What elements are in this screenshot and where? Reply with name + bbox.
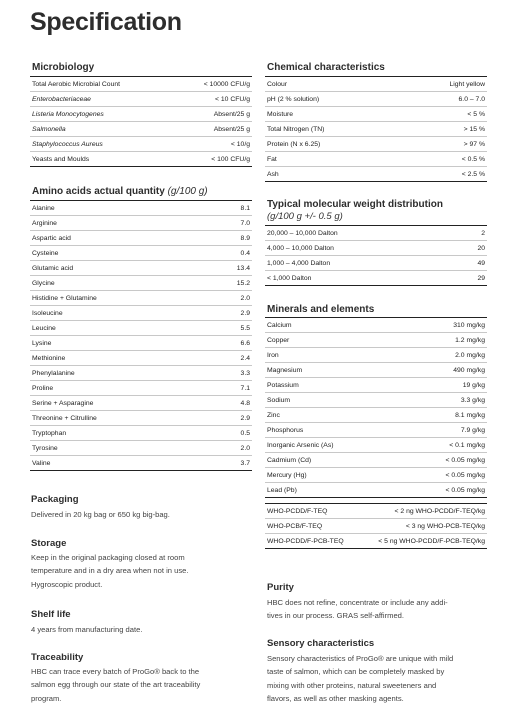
sensory-line: mixing with other proteins, natural sweeteners and bbox=[267, 680, 437, 690]
row-value: 2.9 bbox=[208, 306, 252, 321]
table-row bbox=[30, 396, 252, 411]
row-name: Iron bbox=[265, 348, 402, 363]
table-row bbox=[265, 92, 487, 107]
row-name: Ash bbox=[267, 170, 279, 178]
table-row bbox=[30, 137, 252, 152]
sensory-line: flavors, as well as other masking agents. bbox=[267, 694, 404, 704]
purity-line: tives in our process. GRAS self-affirmed. bbox=[267, 611, 405, 621]
chemical-table bbox=[265, 76, 487, 182]
row-name: Fat bbox=[265, 152, 400, 167]
row-value: 0.4 bbox=[208, 246, 252, 261]
table-row bbox=[265, 363, 487, 378]
table-row bbox=[265, 271, 487, 286]
row-name: pH (2 % solution) bbox=[265, 92, 400, 107]
row-value: 7.1 bbox=[208, 381, 252, 396]
traceability-text bbox=[31, 665, 200, 705]
row-name: 4,000 – 10,000 Dalton bbox=[265, 241, 457, 256]
row-name: Listeria Monocytogenes bbox=[30, 107, 174, 122]
row-value: < 0.05 mg/kg bbox=[402, 468, 487, 483]
row-name: Phosphorus bbox=[265, 423, 402, 438]
row-value: 3.3 bbox=[208, 366, 252, 381]
row-value: Absent/25 g bbox=[174, 107, 252, 122]
row-name: Isoleucine bbox=[30, 306, 208, 321]
row-name: Staphylococcus Aureus bbox=[30, 137, 174, 152]
minerals-heading: Minerals and elements bbox=[267, 304, 375, 315]
row-value: 310 mg/kg bbox=[402, 318, 487, 333]
table-row bbox=[30, 152, 252, 167]
row-value: 15.2 bbox=[208, 276, 252, 291]
table-row bbox=[265, 408, 487, 423]
table-row bbox=[265, 468, 487, 483]
amino-title: Amino acids actual quantity bbox=[32, 186, 168, 197]
table-row bbox=[265, 378, 487, 393]
storage-heading: Storage bbox=[31, 538, 67, 549]
table-row bbox=[30, 426, 252, 441]
traceability-line: program. bbox=[31, 693, 62, 703]
molecular-heading: Typical molecular weight distribution bbox=[267, 199, 443, 210]
row-name: Enterobacteriaceae bbox=[30, 92, 174, 107]
molecular-unit: (g/100 g +/- 0.5 g) bbox=[267, 211, 343, 222]
row-name: Valine bbox=[32, 459, 51, 467]
row-name: Alanine bbox=[30, 201, 208, 216]
row-value: 8.1 bbox=[208, 201, 252, 216]
row-value: 20 bbox=[457, 241, 487, 256]
table-row bbox=[265, 77, 487, 92]
purity-line: HBC does not refine, concentrate or include any addi- bbox=[267, 598, 448, 607]
row-value: 2.0 bbox=[208, 291, 252, 306]
amino-table bbox=[30, 200, 252, 471]
row-value: < 0.05 mg/kg bbox=[445, 486, 485, 494]
row-value: 490 mg/kg bbox=[402, 363, 487, 378]
sensory-line: taste of salmon, which can be completely masked by bbox=[267, 667, 445, 677]
row-value: 49 bbox=[457, 256, 487, 271]
row-value: < 5 ng WHO-PCDD/F-PCB-TEQ/kg bbox=[378, 537, 485, 545]
row-name: Calcium bbox=[265, 318, 402, 333]
row-name: Histidine + Glutamine bbox=[30, 291, 208, 306]
row-value: 2.4 bbox=[208, 351, 252, 366]
row-value: 7.9 g/kg bbox=[402, 423, 487, 438]
traceability-line: HBC can trace every batch of ProGo® back to the bbox=[31, 667, 200, 676]
row-value: 29 bbox=[477, 274, 485, 282]
table-row bbox=[30, 216, 252, 231]
row-value: 8.9 bbox=[208, 231, 252, 246]
who-table bbox=[265, 503, 487, 549]
purity-heading: Purity bbox=[267, 582, 294, 593]
table-row bbox=[265, 453, 487, 468]
row-value: 5.5 bbox=[208, 321, 252, 336]
row-name: Moisture bbox=[265, 107, 400, 122]
row-name: Sodium bbox=[265, 393, 402, 408]
table-row bbox=[30, 411, 252, 426]
row-name: Yeasts and Moulds bbox=[32, 155, 90, 163]
table-row bbox=[265, 318, 487, 333]
table-row bbox=[30, 261, 252, 276]
table-row bbox=[265, 483, 487, 498]
row-name: Lead (Pb) bbox=[267, 486, 297, 494]
microbiology-table bbox=[30, 76, 252, 167]
row-value: 2.9 bbox=[208, 411, 252, 426]
table-row bbox=[265, 534, 487, 549]
row-value: 13.4 bbox=[208, 261, 252, 276]
table-row bbox=[30, 381, 252, 396]
amino-heading bbox=[32, 186, 208, 197]
row-name: Zinc bbox=[265, 408, 402, 423]
row-name: Cysteine bbox=[30, 246, 208, 261]
table-row bbox=[265, 226, 487, 241]
row-value: 4.8 bbox=[208, 396, 252, 411]
row-name: Lysine bbox=[30, 336, 208, 351]
storage-line: Keep in the original packaging closed at room bbox=[31, 553, 185, 562]
row-value: 0.5 bbox=[208, 426, 252, 441]
row-value: < 0.5 % bbox=[400, 152, 487, 167]
table-row bbox=[265, 333, 487, 348]
storage-line: Hygroscopic product. bbox=[31, 579, 103, 589]
sensory-heading: Sensory characteristics bbox=[267, 638, 375, 649]
row-name: Proline bbox=[30, 381, 208, 396]
table-row bbox=[30, 92, 252, 107]
row-value: > 97 % bbox=[400, 137, 487, 152]
row-name: 1,000 – 4,000 Dalton bbox=[265, 256, 457, 271]
table-row bbox=[265, 152, 487, 167]
traceability-line: salmon egg through our state of the art traceability bbox=[31, 680, 201, 690]
table-row bbox=[30, 441, 252, 456]
row-value: 1.2 mg/kg bbox=[402, 333, 487, 348]
row-value: < 10000 CFU/g bbox=[174, 77, 252, 92]
row-name: Copper bbox=[265, 333, 402, 348]
row-name: WHO-PCB/F-TEQ bbox=[265, 519, 359, 534]
row-value: 2 bbox=[457, 226, 487, 241]
table-row bbox=[265, 393, 487, 408]
row-name: Threonine + Citrulline bbox=[30, 411, 208, 426]
row-value: 19 g/kg bbox=[402, 378, 487, 393]
row-name: Protein (N x 6.25) bbox=[265, 137, 400, 152]
table-row bbox=[30, 366, 252, 381]
table-row bbox=[30, 77, 252, 92]
row-name: 20,000 – 10,000 Dalton bbox=[265, 226, 457, 241]
table-row bbox=[30, 122, 252, 137]
row-value: < 2.5 % bbox=[461, 170, 485, 178]
chemical-heading: Chemical characteristics bbox=[267, 62, 385, 73]
packaging-text: Delivered in 20 kg bag or 650 kg big-bag. bbox=[31, 510, 170, 519]
table-row bbox=[30, 231, 252, 246]
table-row bbox=[30, 201, 252, 216]
row-name: Total Aerobic Microbial Count bbox=[30, 77, 174, 92]
row-value: < 10 CFU/g bbox=[174, 92, 252, 107]
row-value: > 15 % bbox=[400, 122, 487, 137]
table-row bbox=[30, 351, 252, 366]
table-row bbox=[30, 306, 252, 321]
row-name: Tryptophan bbox=[30, 426, 208, 441]
row-value: < 100 CFU/g bbox=[211, 155, 250, 163]
row-value: < 3 ng WHO-PCB-TEQ/kg bbox=[359, 519, 487, 534]
table-row bbox=[30, 336, 252, 351]
row-name: Tyrosine bbox=[30, 441, 208, 456]
microbiology-heading: Microbiology bbox=[32, 62, 95, 73]
row-name: Mercury (Hg) bbox=[265, 468, 402, 483]
row-value: 8.1 mg/kg bbox=[402, 408, 487, 423]
table-row bbox=[30, 276, 252, 291]
row-name: Methionine bbox=[30, 351, 208, 366]
row-name: Salmonella bbox=[30, 122, 174, 137]
row-name: Glutamic acid bbox=[30, 261, 208, 276]
row-name: Inorganic Arsenic (As) bbox=[265, 438, 402, 453]
row-value: Light yellow bbox=[400, 77, 487, 92]
row-name: WHO-PCDD/F-TEQ bbox=[265, 504, 359, 519]
row-value: 3.7 bbox=[240, 459, 250, 467]
table-row bbox=[265, 241, 487, 256]
row-name: Arginine bbox=[30, 216, 208, 231]
table-row bbox=[265, 423, 487, 438]
storage-text bbox=[31, 551, 188, 591]
row-value: 2.0 mg/kg bbox=[402, 348, 487, 363]
table-row bbox=[265, 107, 487, 122]
row-value: Absent/25 g bbox=[174, 122, 252, 137]
table-row bbox=[265, 122, 487, 137]
row-value: < 0.1 mg/kg bbox=[402, 438, 487, 453]
row-name: Cadmium (Cd) bbox=[265, 453, 402, 468]
row-value: < 2 ng WHO-PCDD/F-TEQ/kg bbox=[359, 504, 487, 519]
page-title: Specification bbox=[30, 8, 182, 36]
row-name: Serine + Asparagine bbox=[30, 396, 208, 411]
row-value: < 0.05 mg/kg bbox=[402, 453, 487, 468]
row-value: 6.6 bbox=[208, 336, 252, 351]
row-value: 6.0 – 7.0 bbox=[400, 92, 487, 107]
table-row bbox=[30, 246, 252, 261]
packaging-heading: Packaging bbox=[31, 494, 79, 505]
table-row bbox=[265, 256, 487, 271]
row-name: Aspartic acid bbox=[30, 231, 208, 246]
minerals-table bbox=[265, 317, 487, 498]
row-value: < 10/g bbox=[174, 137, 252, 152]
amino-unit: (g/100 g) bbox=[167, 186, 208, 197]
row-value: 7.0 bbox=[208, 216, 252, 231]
sensory-text bbox=[267, 652, 453, 706]
storage-line: temperature and in a dry area when not in use. bbox=[31, 566, 189, 576]
row-name: Glycine bbox=[30, 276, 208, 291]
row-name: Potassium bbox=[265, 378, 402, 393]
table-row bbox=[30, 456, 252, 471]
row-name: Leucine bbox=[30, 321, 208, 336]
table-row bbox=[265, 167, 487, 182]
shelf-life-text: 4 years from manufacturing date. bbox=[31, 625, 143, 634]
table-row bbox=[265, 504, 487, 519]
row-name: Phenylalanine bbox=[30, 366, 208, 381]
table-row bbox=[265, 348, 487, 363]
row-name: Colour bbox=[265, 77, 400, 92]
table-row bbox=[265, 519, 487, 534]
traceability-heading: Traceability bbox=[31, 652, 84, 663]
row-value: 2.0 bbox=[208, 441, 252, 456]
row-name: Total Nitrogen (TN) bbox=[265, 122, 400, 137]
sensory-line: Sensory characteristics of ProGo® are unique with mild bbox=[267, 654, 454, 663]
row-value: < 5 % bbox=[400, 107, 487, 122]
table-row bbox=[265, 438, 487, 453]
purity-text bbox=[267, 596, 448, 623]
row-name: < 1,000 Dalton bbox=[267, 274, 312, 282]
table-row bbox=[265, 137, 487, 152]
shelf-life-heading: Shelf life bbox=[31, 609, 71, 620]
row-name: WHO-PCDD/F-PCB-TEQ bbox=[267, 537, 344, 545]
table-row bbox=[30, 321, 252, 336]
table-row bbox=[30, 107, 252, 122]
table-row bbox=[30, 291, 252, 306]
row-value: 3.3 g/kg bbox=[402, 393, 487, 408]
row-name: Magnesium bbox=[265, 363, 402, 378]
molecular-table bbox=[265, 225, 487, 286]
